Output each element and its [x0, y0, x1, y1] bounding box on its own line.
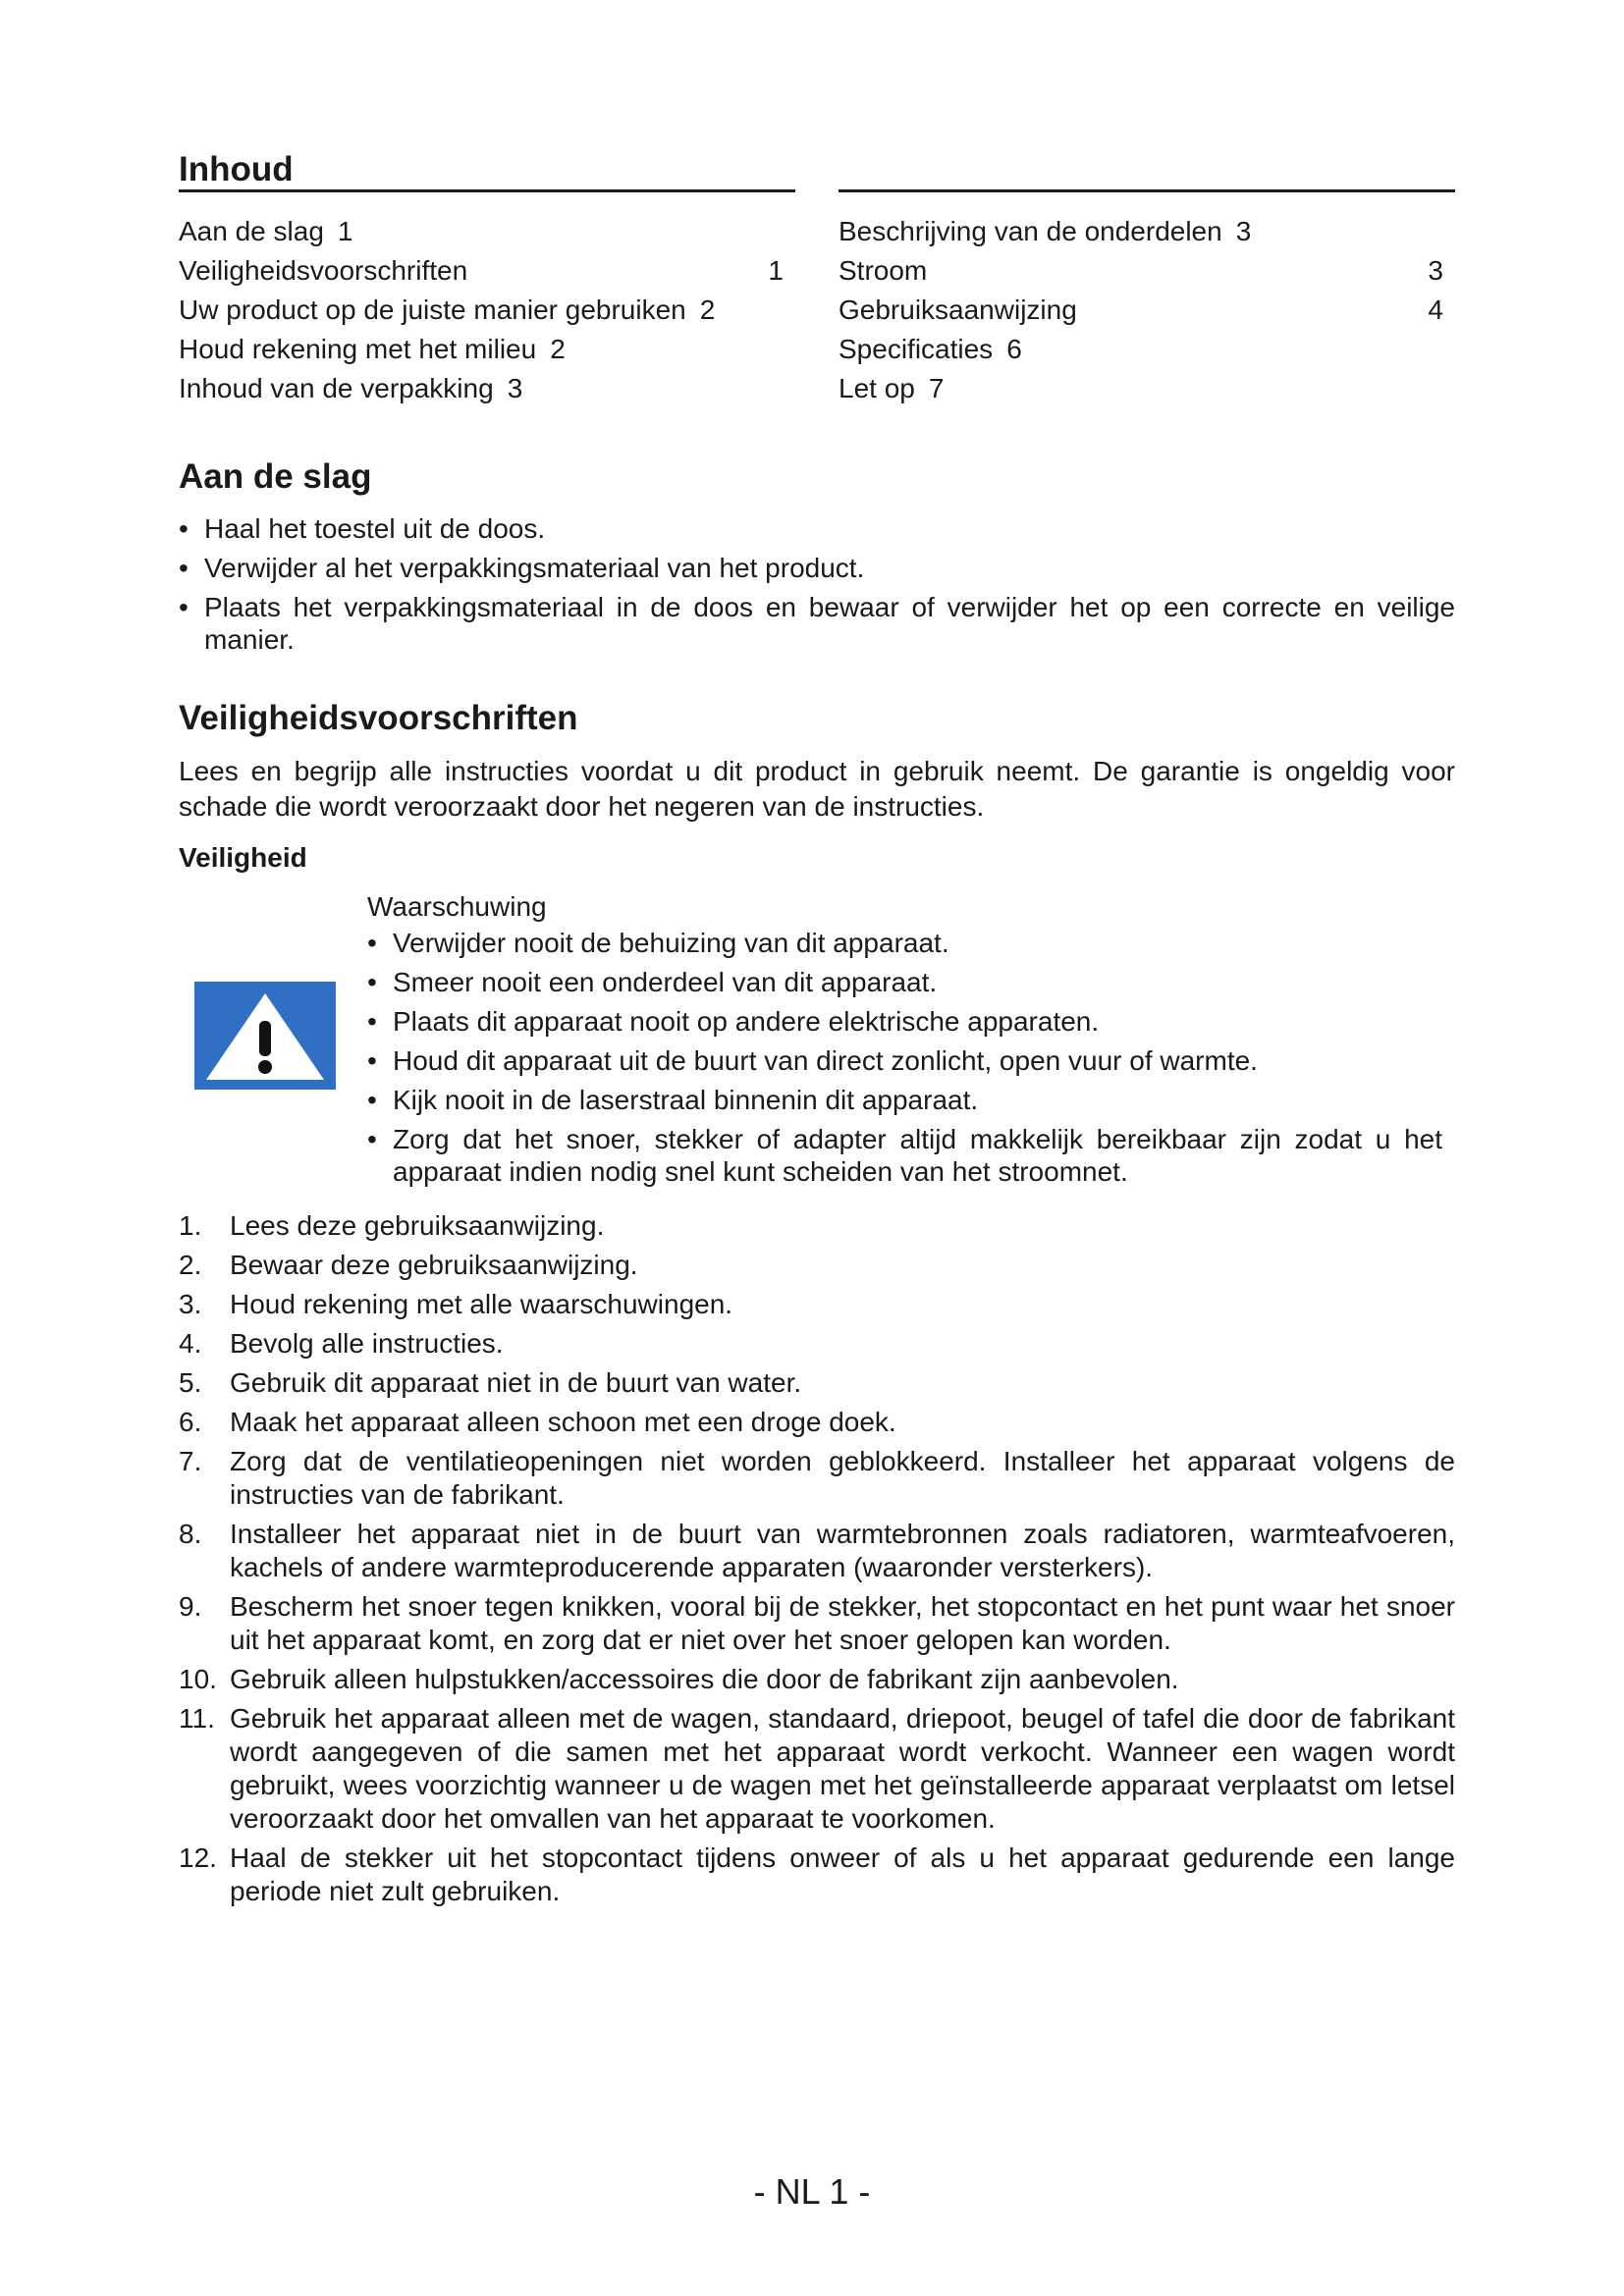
toc-entry [839, 369, 1455, 408]
list-item: • Verwijder al het verpakkingsmateriaal van het product. [179, 552, 1455, 584]
toc-entry-label: Stroom [839, 255, 928, 286]
warning-item: • Smeer nooit een onderdeel van dit apparaat. [367, 966, 1442, 998]
safety-intro: Lees en begrijp alle instructies voordat u dit product in gebruik neemt. De garantie is ongeldig voor schade die wordt veroorzaakt door het negeren van de instructies. [179, 756, 1455, 822]
toc-entry [179, 251, 795, 291]
warning-triangle-icon [194, 982, 336, 1090]
toc-entry-label: Aan de slag [179, 216, 324, 246]
item-text: Installeer het apparaat niet in de buurt van warmtebronnen zoals radiatoren, warmteafvoeren, kachels of andere warmteproducerende apparaten (waaronder versterkers). [230, 1519, 1455, 1582]
start-bullet-list [179, 512, 1455, 656]
item-number: 5. [179, 1367, 202, 1398]
numbered-item [179, 1702, 1455, 1836]
item-text: Lees deze gebruiksaanwijzing. [230, 1210, 605, 1241]
toc-header-right [839, 147, 1455, 192]
toc-right-column [839, 212, 1455, 408]
safety-numbered-list [179, 1209, 1455, 1908]
warning-item: • Zorg dat het snoer, stekker of adapter altijd makkelijk bereikbaar zijn zodat u het apparaat indien nodig snel kunt scheiden van het stroomnet. [367, 1123, 1442, 1188]
numbered-item [179, 1209, 1455, 1243]
toc-entry [179, 212, 795, 251]
list-item: • Plaats het verpakkingsmateriaal in de doos en bewaar of verwijder het op een correcte en veilige manier. [179, 591, 1455, 656]
toc-columns [179, 212, 1455, 408]
warning-block [179, 887, 1455, 1194]
item-number: 11. [179, 1703, 215, 1734]
toc-entry-page: 1 [337, 216, 353, 246]
numbered-item [179, 1518, 1455, 1584]
warning-text [367, 887, 1442, 1195]
toc-entry [839, 212, 1455, 251]
item-number: 1. [179, 1210, 202, 1241]
numbered-item [179, 1842, 1455, 1908]
toc-entry-page: 6 [1006, 334, 1022, 364]
warning-item: • Verwijder nooit de behuizing van dit apparaat. [367, 927, 1442, 959]
list-item: • Haal het toestel uit de doos. [179, 512, 1455, 545]
section-heading-safety: Veiligheidsvoorschriften [179, 699, 578, 737]
numbered-item [179, 1327, 1455, 1361]
numbered-item [179, 1366, 1455, 1400]
toc-entry-label: Specificaties [839, 334, 994, 364]
toc-entry [839, 251, 1455, 291]
item-text: Gebruik dit apparaat niet in de buurt van water. [230, 1367, 802, 1398]
item-number: 9. [179, 1591, 202, 1622]
toc-entry-label: Uw product op de juiste manier gebruiken [179, 294, 686, 325]
toc-entry-page: 3 [1235, 216, 1252, 246]
item-number: 4. [179, 1328, 202, 1359]
numbered-item [179, 1590, 1455, 1657]
toc-entry-page: 2 [550, 334, 566, 364]
toc-entry-label: Beschrijving van de onderdelen [839, 216, 1222, 246]
warning-item: • Houd dit apparaat uit de buurt van direct zonlicht, open vuur of warmte. [367, 1044, 1442, 1077]
toc-entry-page: 3 [1428, 255, 1443, 286]
warning-item: • Plaats dit apparaat nooit op andere elektrische apparaten. [367, 1005, 1442, 1038]
item-number: 8. [179, 1519, 202, 1549]
warning-bullet-list [367, 927, 1442, 1188]
toc-entry-label: Houd rekening met het milieu [179, 334, 537, 364]
warning-title: Waarschuwing [367, 891, 547, 922]
item-number: 10. [179, 1664, 217, 1694]
item-text: Bevolg alle instructies. [230, 1328, 504, 1359]
toc-entry-label: Let op [839, 373, 915, 403]
toc-entry-label: Gebruiksaanwijzing [839, 294, 1077, 325]
toc-entry [179, 291, 795, 330]
item-text: Bewaar deze gebruiksaanwijzing. [230, 1250, 638, 1280]
toc-entry [179, 330, 795, 369]
item-number: 3. [179, 1289, 202, 1319]
toc-entry-page: 4 [1428, 294, 1443, 325]
item-text: Houd rekening met alle waarschuwingen. [230, 1289, 733, 1319]
toc-entry-label: Inhoud van de verpakking [179, 373, 494, 403]
item-text: Haal de stekker uit het stopcontact tijdens onweer of als u het apparaat gedurende een lange periode niet zult gebruiken. [230, 1842, 1455, 1906]
item-number: 2. [179, 1250, 202, 1280]
numbered-item [179, 1288, 1455, 1321]
item-number: 12. [179, 1842, 217, 1873]
document-page [179, 147, 1455, 1914]
toc-entry [839, 291, 1455, 330]
toc-entry [839, 330, 1455, 369]
item-text: Maak het apparaat alleen schoon met een droge doek. [230, 1407, 896, 1437]
item-text: Bescherm het snoer tegen knikken, vooral bij de stekker, het stopcontact en het punt waar het snoer uit het apparaat komt, en zorg dat er niet over het snoer gelopen kan worden. [230, 1591, 1455, 1655]
toc-header [179, 147, 1455, 192]
toc-title: Inhoud [179, 150, 294, 188]
toc-entry-page: 1 [768, 255, 784, 286]
section-heading-start: Aan de slag [179, 457, 372, 496]
safety-subheading: Veiligheid [179, 842, 307, 873]
numbered-item [179, 1663, 1455, 1696]
item-text: Zorg dat de ventilatieopeningen niet worden geblokkeerd. Installeer het apparaat volgens de instructies van de fabrikant. [230, 1446, 1455, 1510]
page-number: - NL 1 - [753, 2171, 871, 2212]
item-number: 6. [179, 1407, 202, 1437]
numbered-item [179, 1445, 1455, 1512]
numbered-item [179, 1249, 1455, 1282]
toc-header-left [179, 147, 795, 192]
item-number: 7. [179, 1446, 202, 1476]
toc-entry-page: 7 [928, 373, 945, 403]
toc-entry [179, 369, 795, 408]
item-text: Gebruik het apparaat alleen met de wagen, standaard, driepoot, beugel of tafel die door de fabrikant wordt aangegeven of die samen met het apparaat wordt verkocht. Wanneer een wagen wordt gebruikt, wees voorzichtig wanneer u de wagen met het geïnstalleerde apparaat verplaatst om letsel veroorzaakt door het omvallen van het apparaat te voorkomen. [230, 1703, 1455, 1834]
toc-entry-label: Veiligheidsvoorschriften [179, 255, 468, 286]
toc-entry-page: 2 [699, 294, 716, 325]
item-text: Gebruik alleen hulpstukken/accessoires die door de fabrikant zijn aanbevolen. [230, 1664, 1179, 1694]
toc-entry-page: 3 [507, 373, 523, 403]
toc-left-column [179, 212, 795, 408]
numbered-item [179, 1406, 1455, 1439]
warning-item: • Kijk nooit in de laserstraal binnenin dit apparaat. [367, 1084, 1442, 1116]
